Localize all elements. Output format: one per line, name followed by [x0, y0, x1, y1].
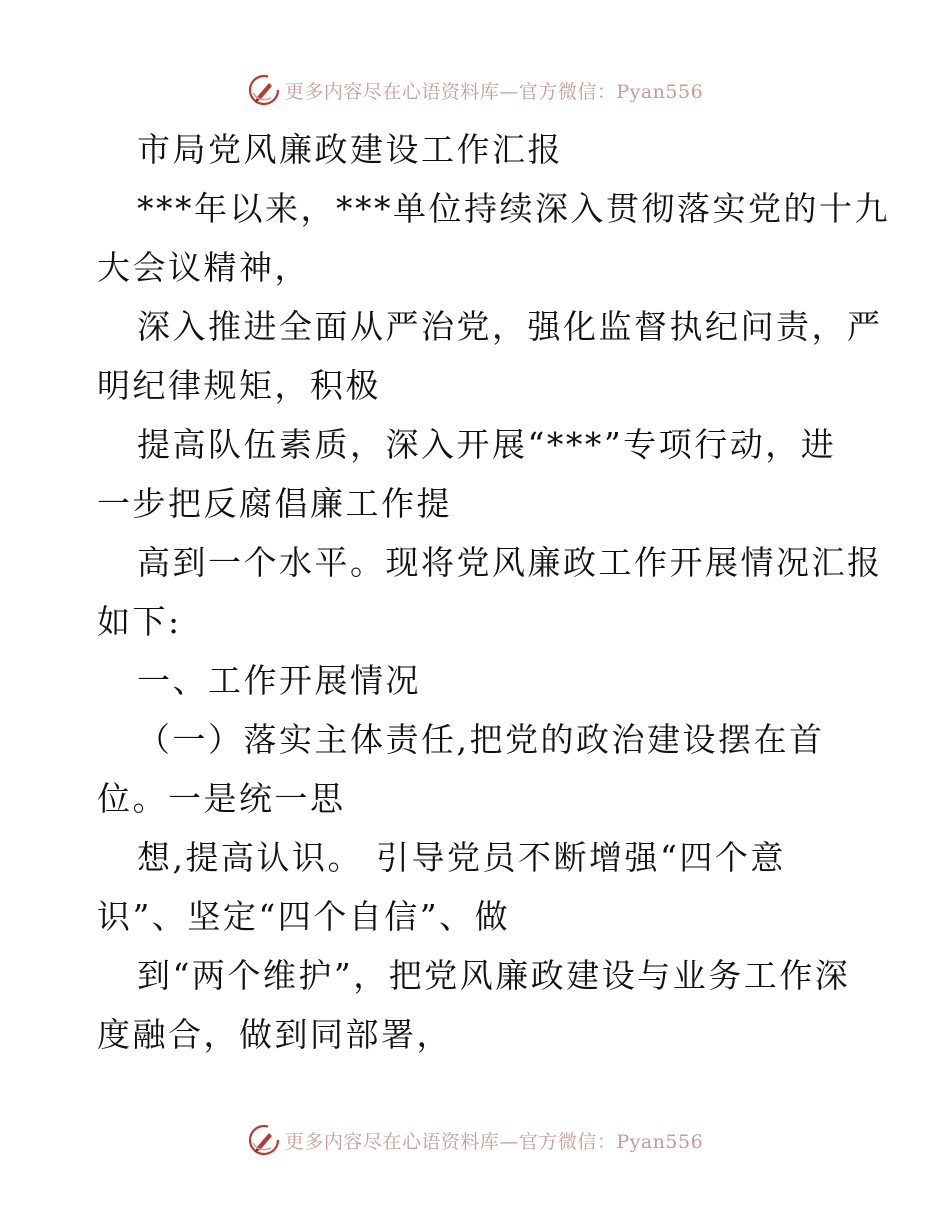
watermark-text: 更多内容尽在心语资料库—官方微信：Pyan556 — [284, 80, 704, 103]
paragraph-line: 度融合，做到同部署， — [97, 1015, 452, 1054]
header-watermark — [0, 70, 950, 110]
paragraph-line: 识”、坚定“四个自信”、做 — [97, 897, 511, 936]
paragraph-line: 大会议精神， — [97, 248, 310, 287]
document-body — [97, 120, 890, 1064]
subsection-heading: （一）落实主体责任,把党的政治建设摆在首 — [137, 720, 825, 759]
paragraph-line: ***年以来，***单位持续深入贯彻落实党的十九 — [137, 189, 890, 228]
paragraph-line: 到“两个维护”，把党风廉政建设与业务工作深 — [137, 956, 851, 995]
pen-circle-logo-icon — [247, 1123, 281, 1157]
paragraph-line: 高到一个水平。现将党风廉政工作开展情况汇报 — [137, 543, 883, 582]
paragraph-line: 一步把反腐倡廉工作提 — [97, 484, 452, 523]
paragraph-line: 想,提高认识。 引导党员不断增强“四个意 — [137, 838, 786, 877]
paragraph-line: 位。一是统一思 — [97, 779, 346, 818]
pen-circle-logo-icon — [247, 73, 281, 107]
document-title: 市局党风廉政建设工作汇报 — [137, 130, 563, 169]
watermark-text: 更多内容尽在心语资料库—官方微信：Pyan556 — [284, 1130, 704, 1153]
section-heading: 一、工作开展情况 — [137, 661, 421, 700]
paragraph-line: 深入推进全面从严治党，强化监督执纪问责，严 — [137, 307, 883, 346]
paragraph-line: 如下: — [97, 602, 182, 641]
paragraph-line: 明纪律规矩，积极 — [97, 366, 381, 405]
footer-watermark — [0, 1120, 950, 1160]
paragraph-line: 提高队伍素质，深入开展“***”专项行动，进 — [137, 425, 837, 464]
